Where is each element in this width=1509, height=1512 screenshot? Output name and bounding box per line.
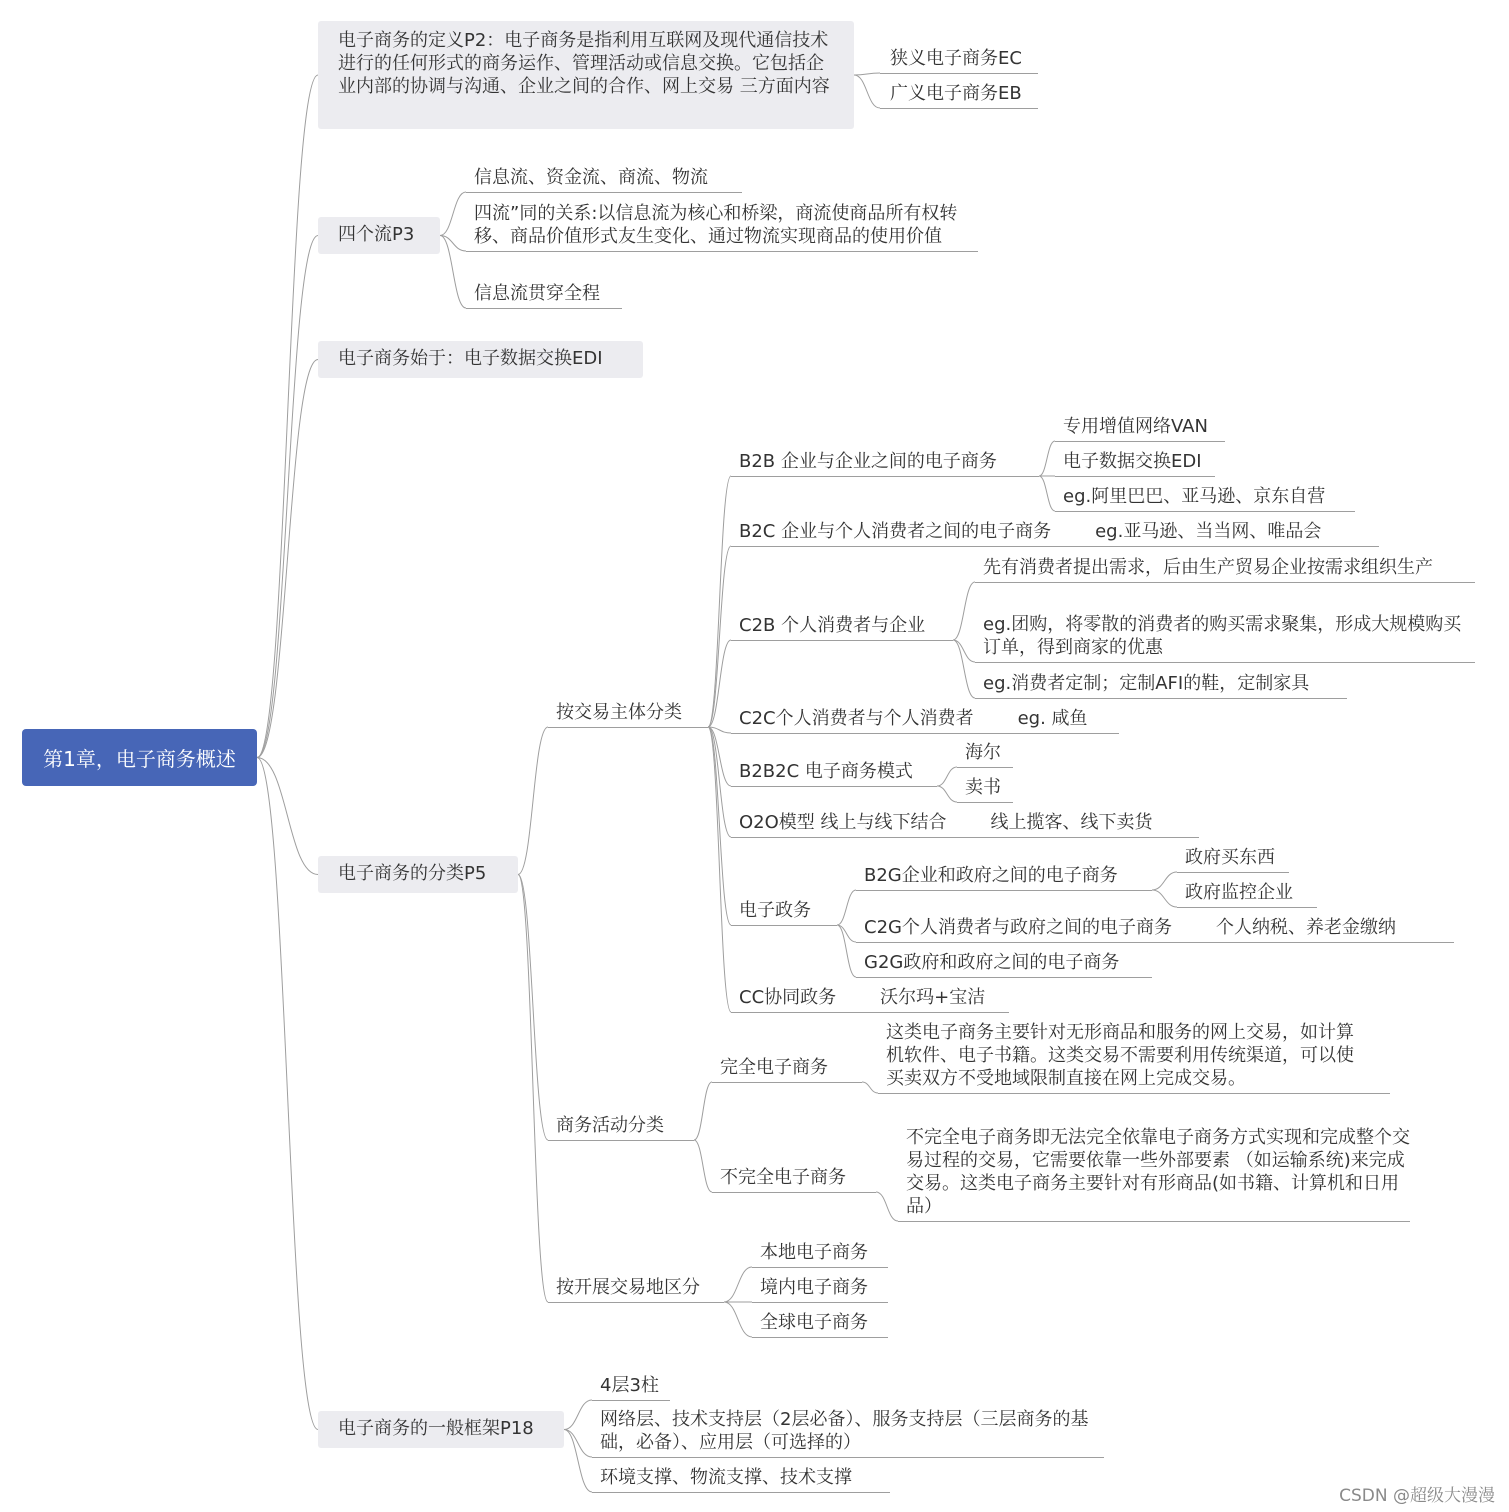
topic-b2b2c-haier[interactable]: 海尔 (957, 741, 1013, 768)
topic-b2g[interactable]: B2G企业和政府之间的电子商务 (856, 864, 1152, 891)
topic-c2b[interactable]: C2B 个人消费者与企业 (731, 614, 953, 641)
connector-topic-c2b-to-topic-c2b-demand (953, 582, 975, 640)
topic-c2g-example: 个人纳税、养老金缴纳 (1215, 917, 1396, 938)
topic-c2b-custom[interactable]: eg.消费者定制；定制AFI的鞋，定制家具 (975, 672, 1347, 699)
topic-region-local[interactable]: 本地电子商务 (752, 1241, 888, 1268)
connector-topic-framework-to-topic-framework-pillars (564, 1430, 592, 1493)
connector-topic-b2b-to-topic-b2b-example (1039, 476, 1055, 511)
topic-four-flows[interactable]: 四个流P3 (318, 217, 440, 254)
topic-b2b2c[interactable]: B2B2C 电子商务模式 (731, 760, 937, 787)
connector-topic-b2b2c-to-topic-b2b2c-books (937, 786, 957, 802)
topic-info-flow-throughout[interactable]: 信息流贯穿全程 (466, 282, 622, 309)
topic-o2o-label: O2O模型 线上与线下结合 (739, 812, 947, 833)
topic-b2b2c-books[interactable]: 卖书 (957, 776, 1013, 803)
connector-topic-by-subject-to-topic-egov (708, 727, 731, 925)
connector-topic-b2g-to-topic-b2g-buy (1152, 872, 1177, 890)
connector-topic-by-subject-to-topic-o2o (708, 727, 731, 837)
topic-c2c-example: eg. 咸鱼 (1017, 708, 1088, 729)
topic-b2c-label: B2C 企业与个人消费者之间的电子商务 (739, 521, 1052, 542)
connector-root-topic-to-topic-definition (257, 75, 318, 758)
topic-g2g[interactable]: G2G政府和政府之间的电子商务 (856, 951, 1152, 978)
topic-egov[interactable]: 电子政务 (731, 899, 837, 926)
connector-topic-by-region-to-topic-region-global (724, 1302, 752, 1337)
topic-region-global[interactable]: 全球电子商务 (752, 1311, 888, 1338)
topic-narrow-ec[interactable]: 狭义电子商务EC (880, 47, 1038, 74)
connector-topic-b2g-to-topic-b2g-monitor (1152, 890, 1177, 907)
topic-broad-eb[interactable]: 广义电子商务EB (880, 82, 1038, 109)
connector-topic-partial-ec-to-topic-partial-ec-desc (876, 1192, 898, 1221)
connector-topic-c2b-to-topic-c2b-group-buy (953, 640, 975, 662)
topic-full-ec-desc[interactable]: 这类电子商务主要针对无形商品和服务的网上交易，如计算机软件、电子书籍。这类交易不需要利用传统渠道，可以使买卖双方不受地域限制直接在网上完成交易。 (878, 1021, 1390, 1094)
topic-region-domestic[interactable]: 境内电子商务 (752, 1276, 888, 1303)
topic-framework-layers[interactable]: 网络层、技术支持层（2层必备）、服务支持层（三层商务的基础，必备）、应用层（可选择的） (592, 1408, 1104, 1458)
topic-b2b-example[interactable]: eg.阿里巴巴、亚马逊、京东自营 (1055, 485, 1355, 512)
topic-o2o[interactable] (731, 811, 1199, 838)
topic-framework-4l3p[interactable]: 4层3柱 (592, 1374, 670, 1401)
topic-b2b-edi[interactable]: 电子数据交换EDI (1055, 450, 1215, 477)
connector-root-topic-to-topic-framework (257, 758, 318, 1430)
topic-b2c-example: eg.亚马逊、当当网、唯品会 (1095, 521, 1322, 542)
connector-topic-four-flows-to-topic-four-flows-list (440, 192, 466, 236)
topic-partial-ec-desc[interactable]: 不完全电子商务即无法完全依靠电子商务方式实现和完成整个交易过程的交易，它需要依靠一些外部要素 （如运输系统)来完成交易。这类电子商务主要针对有形商品(如书籍、计算机和日用品） (898, 1126, 1410, 1222)
connector-root-topic-to-topic-classification (257, 758, 318, 875)
topic-cc-label: CC协同政务 (739, 987, 837, 1008)
topic-b2g-buy[interactable]: 政府买东西 (1177, 846, 1289, 873)
topic-c2b-demand[interactable]: 先有消费者提出需求，后由生产贸易企业按需求组织生产 (975, 556, 1475, 583)
connector-topic-definition-to-topic-narrow-ec (854, 73, 880, 75)
topic-by-region[interactable]: 按开展交易地区分 (548, 1276, 724, 1303)
root-topic-label: 第1章，电子商务概述 (43, 747, 236, 771)
topic-classification[interactable]: 电子商务的分类P5 (318, 856, 518, 893)
watermark: CSDN @超级大漫漫 (1339, 1486, 1495, 1506)
connector-topic-full-ec-to-topic-full-ec-desc (862, 1082, 878, 1093)
connector-topic-framework-to-topic-framework-4l3p (564, 1400, 592, 1430)
connector-topic-by-subject-to-topic-b2c (708, 546, 731, 727)
connector-topic-by-subject-to-topic-c2c (708, 727, 731, 733)
connector-root-topic-to-topic-four-flows (257, 236, 318, 758)
topic-cc-example: 沃尔玛+宝洁 (880, 987, 986, 1008)
connector-topic-b2b-to-topic-b2b-van (1039, 441, 1055, 476)
connector-topic-framework-to-topic-framework-layers (564, 1430, 592, 1458)
topic-b2c[interactable] (731, 520, 1379, 547)
topic-full-ec[interactable]: 完全电子商务 (712, 1056, 862, 1083)
topic-b2b-van[interactable]: 专用增值网络VAN (1055, 415, 1225, 442)
topic-partial-ec[interactable]: 不完全电子商务 (712, 1166, 876, 1193)
topic-definition[interactable]: 电子商务的定义P2：电子商务是指利用互联网及现代通信技术进行的任何形式的商务运作、管理活动或信息交换。它包括企业内部的协调与沟通、企业之间的合作、网上交易 三方面内容 (318, 21, 854, 129)
topic-c2c-label: C2C个人消费者与个人消费者 (739, 708, 974, 729)
connector-topic-egov-to-topic-b2g (837, 890, 856, 925)
connector-topic-by-region-to-topic-region-local (724, 1267, 752, 1302)
topic-by-activity[interactable]: 商务活动分类 (548, 1114, 694, 1141)
connector-topic-by-subject-to-topic-b2b2c (708, 727, 731, 786)
connector-topic-four-flows-to-topic-four-flows-relation (440, 236, 466, 252)
topic-four-flows-list[interactable]: 信息流、资金流、商流、物流 (466, 166, 742, 193)
topic-b2b[interactable]: B2B 企业与企业之间的电子商务 (731, 450, 1039, 477)
connector-topic-c2b-to-topic-c2b-custom (953, 640, 975, 698)
topic-c2c[interactable] (731, 707, 1119, 734)
connector-topic-by-subject-to-topic-b2b (708, 476, 731, 727)
connector-topic-by-subject-to-topic-cc (708, 727, 731, 1012)
connector-topic-classification-to-topic-by-region (518, 875, 548, 1303)
topic-c2b-group-buy[interactable]: eg.团购，将零散的消费者的购买需求聚集，形成大规模购买订单，得到商家的优惠 (975, 613, 1475, 663)
topic-by-subject[interactable]: 按交易主体分类 (548, 701, 708, 728)
connector-topic-egov-to-topic-g2g (837, 925, 856, 977)
connector-root-topic-to-topic-origin-edi (257, 360, 318, 758)
connector-topic-by-activity-to-topic-full-ec (694, 1082, 712, 1140)
topic-origin-edi[interactable]: 电子商务始于：电子数据交换EDI (318, 341, 643, 378)
connector-topic-classification-to-topic-by-subject (518, 727, 548, 875)
connector-topic-b2b2c-to-topic-b2b2c-haier (937, 767, 957, 786)
root-topic[interactable] (22, 729, 257, 786)
topic-four-flows-relation[interactable]: 四流”同的关系:以信息流为核心和桥梁，商流使商品所有权转移、商品价值形式友生变化、通过物流实现商品的使用价值 (466, 202, 978, 252)
topic-c2g-label: C2G个人消费者与政府之间的电子商务 (864, 917, 1172, 938)
connector-topic-by-subject-to-topic-c2b (708, 640, 731, 727)
topic-b2g-monitor[interactable]: 政府监控企业 (1177, 881, 1317, 908)
connector-topic-classification-to-topic-by-activity (518, 875, 548, 1141)
connector-topic-egov-to-topic-c2g (837, 925, 856, 942)
connector-topic-by-activity-to-topic-partial-ec (694, 1140, 712, 1192)
topic-o2o-example: 线上揽客、线下卖货 (990, 812, 1153, 833)
topic-framework[interactable]: 电子商务的一般框架P18 (318, 1411, 564, 1448)
connector-topic-definition-to-topic-broad-eb (854, 75, 880, 108)
topic-cc[interactable] (731, 986, 1009, 1013)
topic-c2g[interactable] (856, 916, 1454, 943)
connector-topic-four-flows-to-topic-info-flow-throughout (440, 236, 466, 309)
topic-framework-pillars[interactable]: 环境支撑、物流支撑、技术支撑 (592, 1466, 890, 1493)
